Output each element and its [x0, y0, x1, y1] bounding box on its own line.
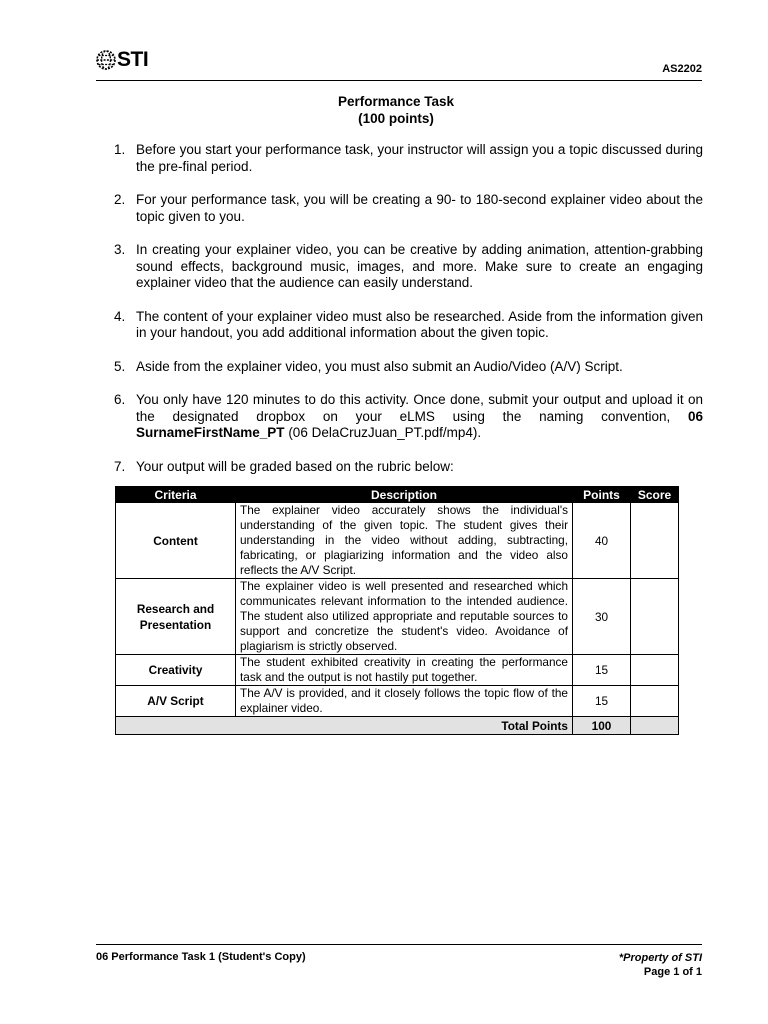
- score-cell: [631, 686, 679, 717]
- total-row: [116, 717, 679, 735]
- item-number: 6.: [114, 392, 126, 407]
- item-number: 2.: [114, 192, 126, 207]
- points-cell: 30: [573, 579, 631, 655]
- title-line-1: Performance Task: [337, 94, 455, 109]
- total-score-cell: [631, 717, 679, 735]
- description-cell: The A/V is provided, and it closely follows the topic flow of the explainer video.: [236, 686, 573, 717]
- naming-convention: 06 SurnameFirstName_PT: [136, 408, 703, 440]
- total-value: 100: [573, 717, 631, 735]
- list-item: [114, 392, 703, 442]
- table-header-row: [116, 487, 679, 503]
- item-number: 5.: [114, 358, 126, 374]
- list-item: [114, 359, 703, 376]
- table-row: [116, 686, 679, 717]
- item-text: The content of your explainer video must also be researched. Aside from the information given in your handout, you add additional information about the given topic.: [136, 308, 703, 340]
- table-row: [116, 503, 679, 579]
- table-row: [116, 579, 679, 655]
- document-code: AS2202: [662, 63, 702, 75]
- criteria-cell: Research and Presentation: [116, 579, 236, 655]
- table-row: [116, 655, 679, 686]
- points-cell: 15: [573, 686, 631, 717]
- globe-icon: [96, 50, 116, 70]
- total-label: Total Points: [116, 717, 573, 735]
- sti-logo: [96, 50, 148, 70]
- list-item: [114, 459, 703, 476]
- item-number: 3.: [114, 242, 126, 257]
- item-text: Aside from the explainer video, you must also submit an Audio/Video (A/V) Script.: [136, 358, 623, 374]
- item-text-start: You only have 120 minutes to do this activity. Once done, submit your output and upload it on the designated dropbox on your eLMS using the naming convention,: [136, 392, 703, 424]
- item-text-end: (06 DelaCruzJuan_PT.pdf/mp4).: [284, 425, 482, 440]
- item-number: 1.: [114, 142, 126, 157]
- description-cell: The student exhibited creativity in creating the performance task and the output is not hastily put together.: [236, 655, 573, 686]
- score-cell: [631, 655, 679, 686]
- description-cell: The explainer video is well presented and researched which communicates relevant information to the intended audience. The student also utilized appropriate and reputable sources to support and concretize the student's video. Avoidance of plagiarism is strictly observed.: [236, 579, 573, 655]
- header-points: Points: [573, 487, 631, 503]
- score-cell: [631, 579, 679, 655]
- footer-title: 06 Performance Task 1 (Student's Copy): [96, 951, 306, 963]
- page-number: Page 1 of 1: [643, 966, 702, 978]
- list-item: [114, 309, 703, 342]
- description-cell: The explainer video accurately shows the individual's understanding of the given topic. The student gives their understanding in the video without adding, subtracting, fabricating, or plagiarizing information and the video also reflects the A/V Script.: [236, 503, 573, 579]
- item-number: 4.: [114, 308, 126, 324]
- criteria-cell: A/V Script: [116, 686, 236, 717]
- header-description: Description: [236, 487, 573, 503]
- item-text: Your output will be graded based on the rubric below:: [136, 458, 454, 474]
- item-text: For your performance task, you will be creating a 90- to 180-second explainer video about the topic given to you.: [136, 192, 703, 224]
- header-criteria: Criteria: [116, 487, 236, 503]
- title-line-2: (100 points): [358, 111, 434, 126]
- item-text: Before you start your performance task, your instructor will assign you a topic discussed during the pre-final period.: [136, 142, 703, 174]
- footer-right: [619, 951, 702, 979]
- footer-divider: [96, 944, 702, 945]
- logo-text: STI: [117, 48, 149, 71]
- header-score: Score: [631, 487, 679, 503]
- page-title: [96, 93, 696, 127]
- points-cell: 40: [573, 503, 631, 579]
- item-number: 7.: [114, 458, 126, 474]
- property-notice: *Property of STI: [618, 952, 702, 964]
- points-cell: 15: [573, 655, 631, 686]
- item-text: [136, 392, 703, 442]
- score-cell: [631, 503, 679, 579]
- instruction-list: [114, 142, 703, 492]
- item-text: In creating your explainer video, you can be creative by adding animation, attention-grabbing sound effects, background music, images, and more. Make sure to create an engaging explainer video that the audience can easily understand.: [136, 242, 703, 290]
- rubric-table: [115, 486, 679, 735]
- list-item: [114, 242, 703, 292]
- list-item: [114, 192, 703, 225]
- criteria-cell: Creativity: [116, 655, 236, 686]
- header-divider: [96, 80, 702, 81]
- criteria-cell: Content: [116, 503, 236, 579]
- list-item: [114, 142, 703, 175]
